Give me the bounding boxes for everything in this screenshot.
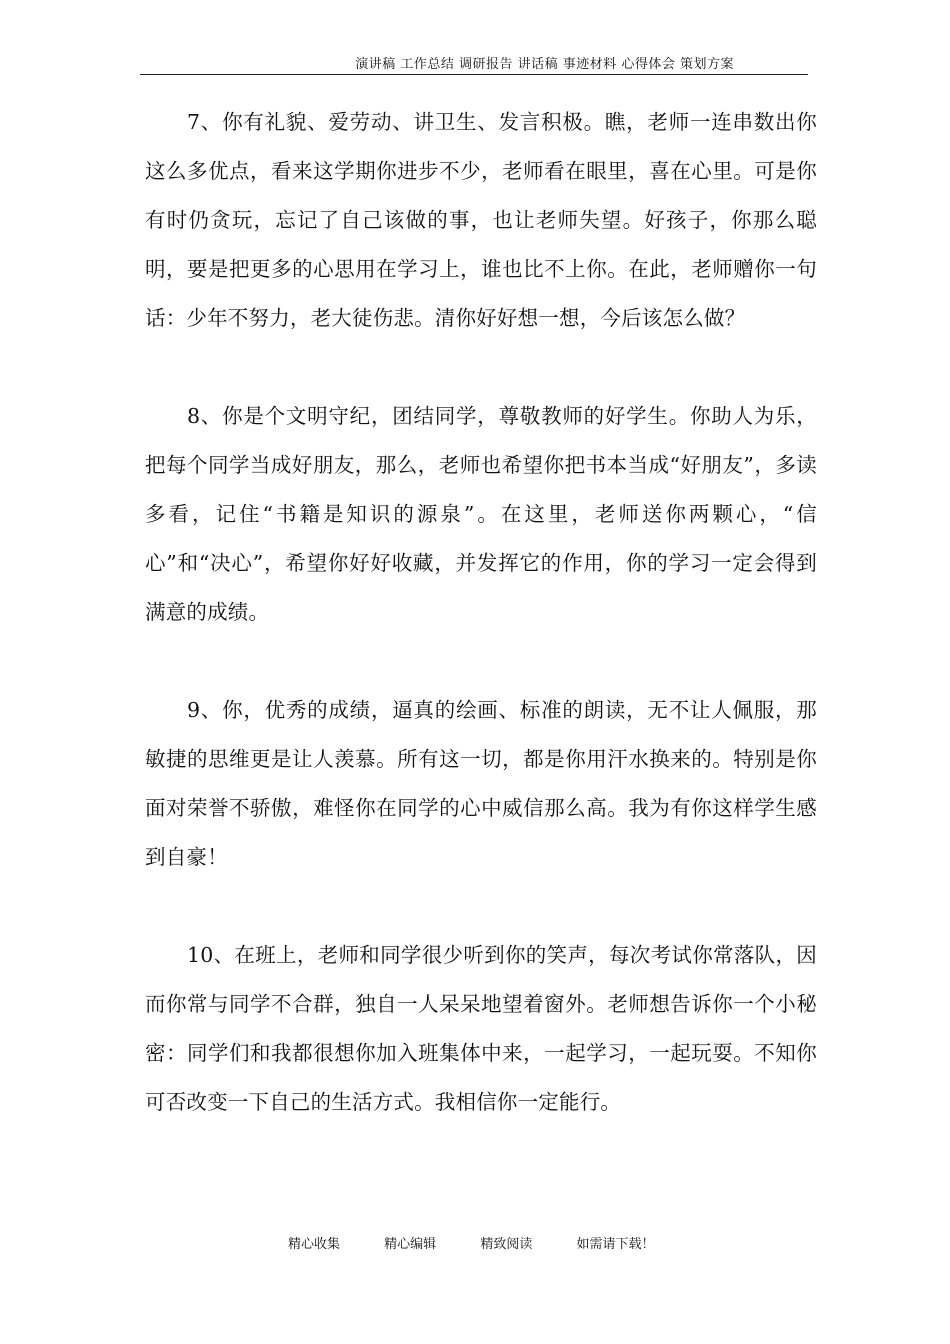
page-footer [288,1233,654,1252]
footer-item: 精心编辑 [384,1237,437,1252]
paragraph-10: 10、在班上，老师和同学很少听到你的笑声，每次考试你常落队，因而你常与同学不合群，独自一人呆呆地望着窗外。老师想告诉你一个小秘密：同学们和我都很想你加入班集体中来，一起学习，一起玩耍。不知你可否改变一下自己的生活方式。我相信你一定能行。 [145,943,817,1114]
document-body [145,98,817,1127]
header-categories: 演讲稿 工作总结 调研报告 讲话稿 事迹材料 心得体会 策划方案 [355,57,734,72]
footer-item: 精致阅读 [480,1237,533,1252]
footer-item: 如需请下载！ [576,1237,655,1252]
footer-item: 精心收集 [288,1237,341,1252]
paragraph-8: 8、你是个文明守纪，团结同学，尊敬教师的好学生。你助人为乐，把每个同学当成好朋友，那么，老师也希望你把书本当成“好朋友”，多读多看，记住“书籍是知识的源泉”。在这里，老师送你两颗心，“信心”和“决心”，希望你好好收藏，并发挥它的作用，你的学习一定会得到满意的成绩。 [145,404,817,624]
page-header [140,56,808,75]
paragraph-9: 9、你，优秀的成绩，逼真的绘画、标准的朗读，无不让人佩服，那敏捷的思维更是让人羡慕。所有这一切，都是你用汗水换来的。特别是你面对荣誉不骄傲，难怪你在同学的心中威信那么高。我为有你这样学生感到自豪！ [145,698,817,869]
paragraph-7: 7、你有礼貌、爱劳动、讲卫生、发言积极。瞧，老师一连串数出你这么多优点，看来这学期你进步不少，老师看在眼里，喜在心里。可是你有时仍贪玩，忘记了自己该做的事，也让老师失望。好孩子，你那么聪明，要是把更多的心思用在学习上，谁也比不上你。在此，老师赠你一句话：少年不努力，老大徒伤悲。清你好好想一想，今后该怎么做？ [145,110,817,330]
